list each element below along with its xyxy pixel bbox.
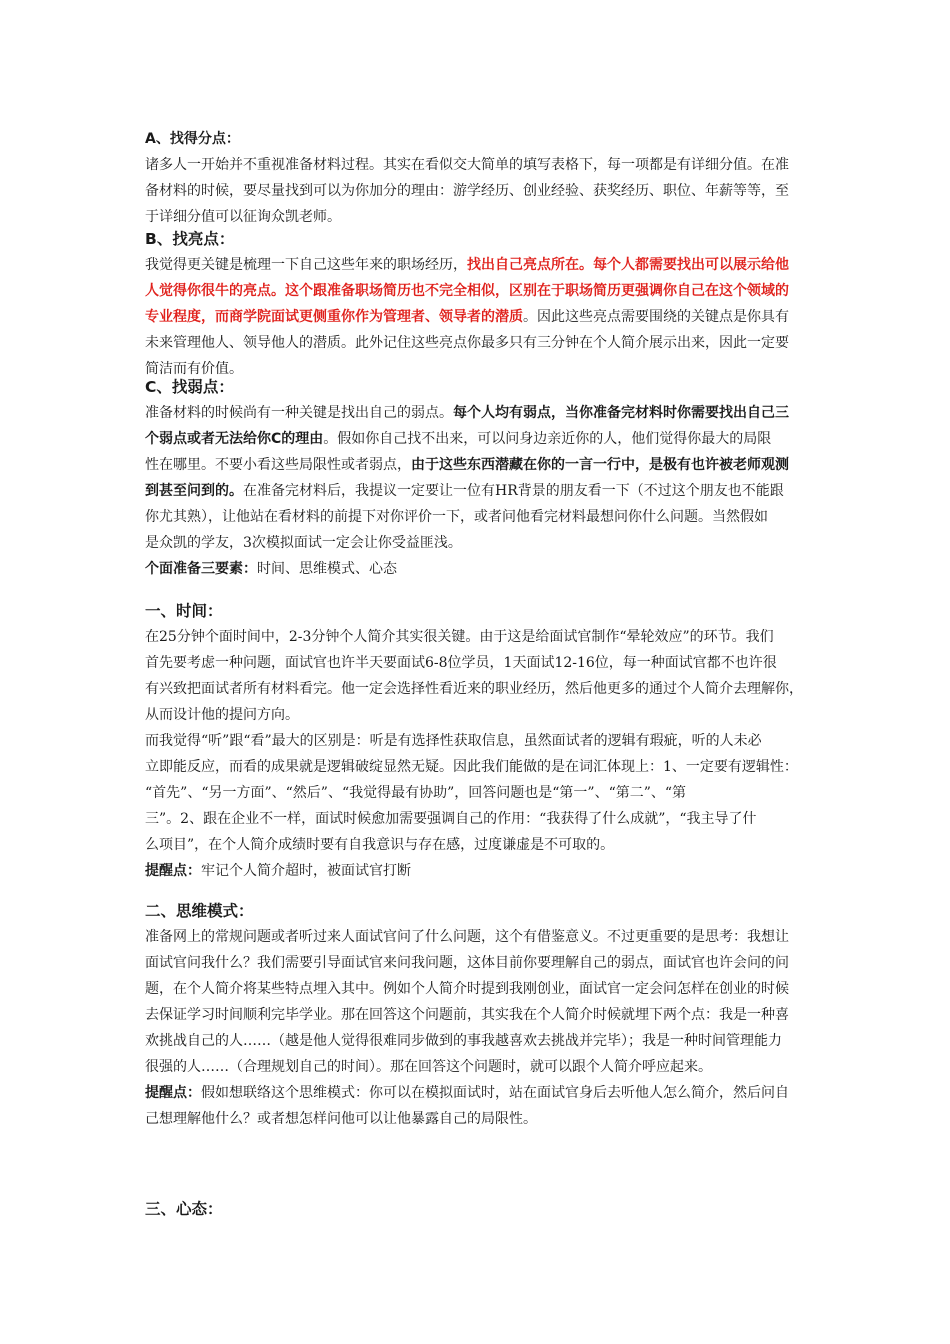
section-a-line-2: 备材料的时候，要尽量找到可以为你加分的理由：游学经历、创业经验、获奖经历、职位、年薪等等，至: [145, 183, 789, 199]
section-a: [145, 126, 810, 230]
section-b-line-3: [145, 304, 810, 330]
section-time-line-6: 立即能反应，而看的成果就是逻辑破绽显然无疑。因此我们能做的是在词汇体现上：1、一定要有逻辑性：: [145, 759, 798, 775]
section-c-l4-bold: 到甚至问到的。: [145, 483, 243, 499]
summary-label: 个面准备三要素：: [145, 561, 257, 577]
section-c-line-2: [145, 426, 810, 452]
section-thinking-line-2: 面试官问我什么？我们需要引导面试官来问我问题，这体目前你要理解自己的弱点，面试官也许会问的问: [145, 955, 789, 971]
section-c-l4-plain: 在准备完材料后，我提议一定要让一位有HR背景的朋友看一下（不过这个朋友也不能跟: [243, 483, 784, 499]
section-mindset-heading: 三、心态：: [145, 1200, 223, 1218]
section-time: [145, 598, 810, 884]
section-b-l1-plain: 我觉得更关键是梳理一下自己这些年来的职场经历，: [145, 257, 467, 273]
section-b-l1-highlight: 找出自己亮点所在。每个人都需要找出可以展示给他: [467, 257, 789, 273]
section-c-l1-bold: 每个人均有弱点，当你准备完材料时你需要找出自己三: [453, 405, 789, 421]
section-time-heading: 一、时间：: [145, 602, 223, 620]
section-c-line-6: 是众凯的学友，3次模拟面试一定会让你受益匪浅。: [145, 535, 462, 551]
section-a-line-3: 于详细分值可以征询众凯老师。: [145, 209, 341, 225]
section-time-line-4: 从而设计他的提问方向。: [145, 707, 299, 723]
section-b-line-4: 未来管理他人、领导他人的潜质。此外记住这些亮点你最多只有三分钟在个人简介展示出来，因此一定要: [145, 335, 789, 351]
section-time-tip-label: 提醒点：: [145, 863, 201, 879]
section-b-l3-plain: 。因此这些亮点需要围绕的关键点是你具有: [523, 309, 789, 325]
section-c-l1-plain: 准备材料的时候尚有一种关键是找出自己的弱点。: [145, 405, 453, 421]
section-thinking-line-5: 欢挑战自己的人……（越是他人觉得很难同步做到的事我越喜欢去挑战并完毕）；我是一种时间管理能力: [145, 1033, 782, 1049]
section-a-line-1: 诸多人一开始并不重视准备材料过程。其实在看似交大简单的填写表格下，每一项都是有详细分值。在准: [145, 157, 789, 173]
section-b-line-5: 简洁而有价值。: [145, 361, 243, 377]
section-b-heading: B、找亮点：: [145, 230, 235, 248]
section-time-line-2: 首先要考虑一种问题，面试官也许半天要面试6-8位学员，1天面试12-16位，每一种面试官都不也许很: [145, 655, 777, 671]
section-b-line-1: [145, 252, 810, 278]
section-thinking-heading: 二、思维模式：: [145, 902, 254, 920]
section-thinking-tip-line-1: 假如想联络这个思维模式：你可以在模拟面试时，站在面试官身后去听他人怎么简介，然后问自: [201, 1085, 789, 1101]
section-time-line-7: “首先”、“另一方面”、“然后”、“我觉得最有协助”，回答问题也是“第一”、“第二”、“第: [145, 785, 687, 801]
section-c-l2-plain: 。假如你自己找不出来，可以问身边亲近你的人，他们觉得你最大的局限: [323, 431, 772, 447]
section-time-tip-text: 牢记个人简介超时，被面试官打断: [201, 863, 411, 879]
section-thinking-line-6: 很强的人……（合理规划自己的时间）。那在回答这个问题时，就可以跟个人简介呼应起来。: [145, 1059, 712, 1075]
summary-line: [145, 556, 810, 582]
section-thinking-line-4: 去保证学习时间顺利完毕学业。那在回答这个问题前，其实我在个人简介时候就埋下两个点：我是一种喜: [145, 1007, 789, 1023]
section-a-heading: A、找得分点：: [145, 131, 240, 147]
section-thinking-tip-line-2: 己想理解他什么？或者想怎样问他可以让他暴露自己的局限性。: [145, 1111, 537, 1127]
section-c-line-3: [145, 452, 810, 478]
section-c: [145, 374, 810, 582]
section-time-line-3: 有兴致把面试者所有材料看完。他一定会选择性看近来的职业经历，然后他更多的通过个人简介去理解你，: [145, 681, 803, 697]
section-thinking-tip: [145, 1080, 810, 1106]
section-c-l3-bold: 由于这些东西潜藏在你的一言一行中，是极有也许被老师观测: [411, 457, 789, 473]
section-time-line-9: 么项目”，在个人简介成绩时要有自我意识与存在感，过度谦虚是不可取的。: [145, 837, 615, 853]
section-time-line-5: 而我觉得“听”跟“看”最大的区别是：听是有选择性获取信息，虽然面试者的逻辑有瑕疵，听的人未必: [145, 733, 762, 749]
section-b-l3-highlight: 专业程度，而商学院面试更侧重你作为管理者、领导者的潜质: [145, 309, 523, 325]
section-b: [145, 226, 810, 382]
section-mindset: [145, 1196, 810, 1222]
section-c-line-4: [145, 478, 810, 504]
section-time-tip: [145, 858, 810, 884]
section-c-line-5: 你尤其熟），让他站在看材料的前提下对你评价一下，或者问他看完材料最想问你什么问题。当然假如: [145, 509, 768, 525]
summary-text: 时间、思维模式、心态: [257, 561, 397, 577]
section-thinking-tip-label: 提醒点：: [145, 1085, 201, 1101]
section-thinking-line-3: 题，在个人简介将某些特点埋入其中。例如个人简介时提到我刚创业，面试官一定会问怎样在创业的时候: [145, 981, 789, 997]
section-time-line-1: 在25分钟个面时间中，2-3分钟个人简介其实很关键。由于这是给面试官制作“晕轮效应”的环节。我们: [145, 629, 774, 645]
section-thinking: [145, 898, 810, 1132]
section-thinking-line-1: 准备网上的常规问题或者听过来人面试官问了什么问题，这个有借鉴意义。不过更重要的是思考：我想让: [145, 929, 789, 945]
section-c-heading: C、找弱点：: [145, 378, 234, 396]
section-c-l2-bold: 个弱点或者无法给你C的理由: [145, 431, 324, 447]
section-c-l3-plain: 性在哪里。不要小看这些局限性或者弱点，: [145, 457, 411, 473]
section-b-line-2: 人觉得你很牛的亮点。这个跟准备职场简历也不完全相似，区别在于职场简历更强调你自己在这个领域的: [145, 283, 789, 299]
section-time-line-8: 三”。2、跟在企业不一样，面试时候愈加需要强调自己的作用：“我获得了什么成就”，“我主导了什: [145, 811, 757, 827]
section-c-line-1: [145, 400, 810, 426]
